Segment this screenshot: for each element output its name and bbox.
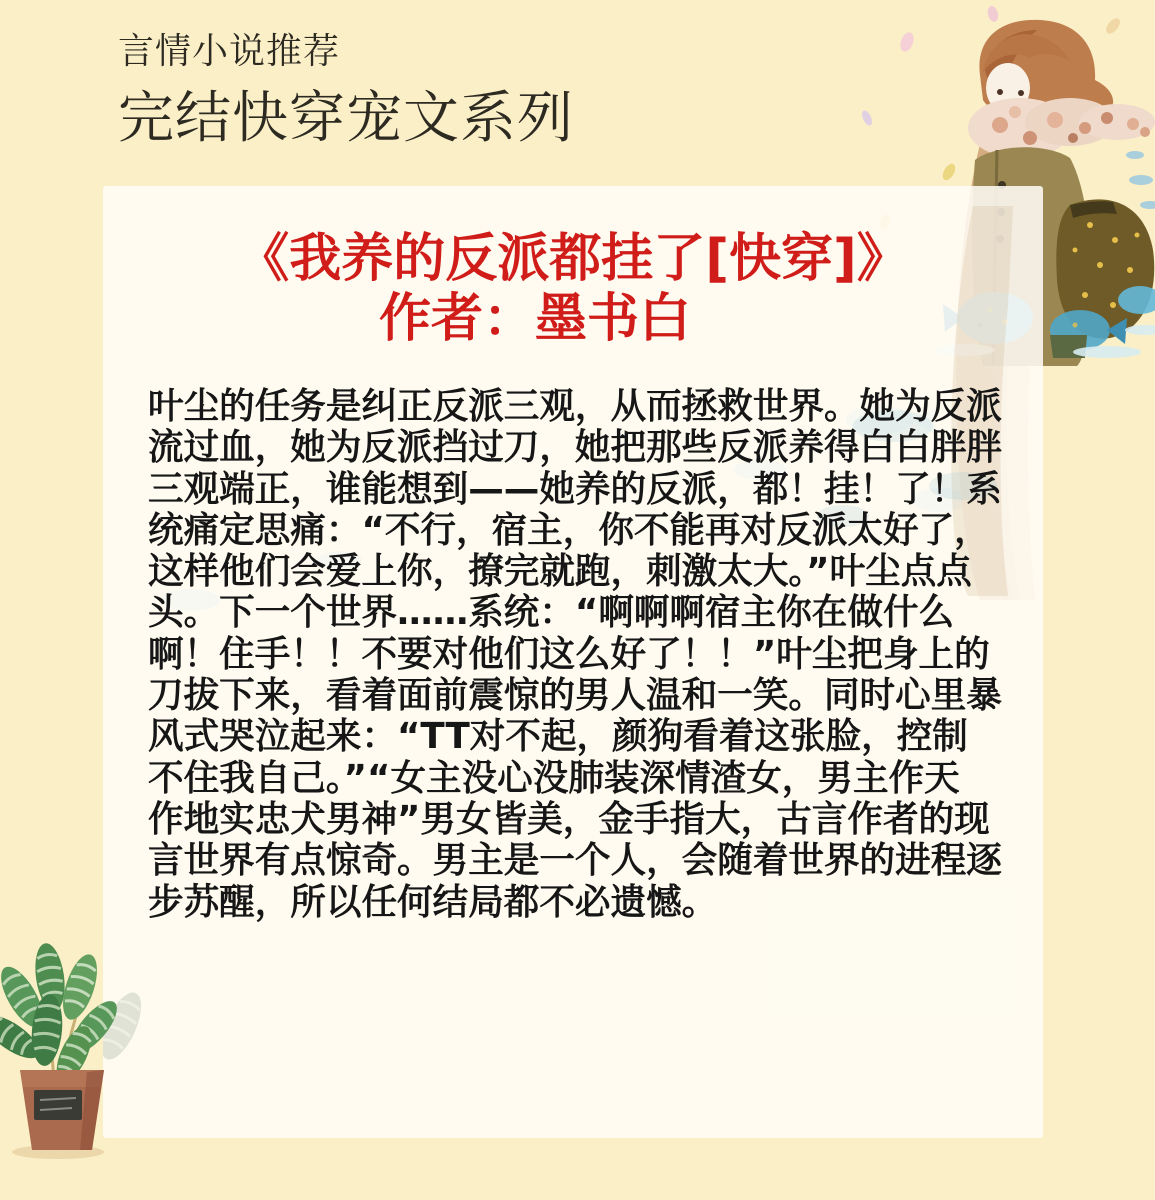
synopsis-line: 言世界有点惊奇。男主是一个人，会随着世界的进程逐	[148, 840, 1002, 882]
synopsis-line: 步苏醒，所以任何结局都不必遗憾。	[148, 881, 718, 923]
header	[118, 30, 574, 150]
synopsis-line: 刀拔下来，看着面前震惊的男人温和一笑。同时心里暴	[148, 675, 1002, 717]
synopsis-line: 头。下一个世界……系统：“啊啊啊宿主你在做什么	[148, 592, 955, 634]
book-author: 作者：墨书白	[378, 289, 691, 349]
synopsis-line: 作地实忠犬男神”男女皆美，金手指大，古言作者的现	[148, 798, 990, 840]
synopsis-line: 这样他们会爱上你，撩完就跑，刺激太大。”叶尘点点	[148, 551, 972, 593]
card-content	[103, 186, 1043, 1138]
pot-label	[34, 1090, 82, 1120]
scarf	[968, 98, 1155, 158]
tagline: 言情小说推荐	[118, 31, 341, 72]
synopsis-line: 三观端正，谁能想到——她养的反派，都！挂！了！系	[148, 468, 1002, 510]
page-title: 完结快穿宠文系列	[118, 86, 574, 151]
synopsis-line: 统痛定思痛：“不行，宿主，你不能再对反派太好了，	[148, 509, 990, 551]
book-title: 《我养的反派都挂了[快穿]》	[237, 229, 909, 289]
synopsis-line: 风式哭泣起来：“TT对不起，颜狗看着这张脸，控制	[148, 716, 968, 758]
plant-illustration	[0, 932, 132, 1167]
synopsis-line: 啊！住手！！不要对他们这么好了！！”叶尘把身上的	[148, 633, 990, 675]
synopsis-line: 不住我自己。”“女主没心没肺装深情渣女，男主作天	[148, 757, 960, 799]
synopsis-line: 流过血，她为反派挡过刀，她把那些反派养得白白胖胖	[148, 427, 1002, 469]
synopsis	[148, 386, 1009, 923]
synopsis-line: 叶尘的任务是纠正反派三观，从而拯救世界。她为反派	[148, 386, 1002, 427]
